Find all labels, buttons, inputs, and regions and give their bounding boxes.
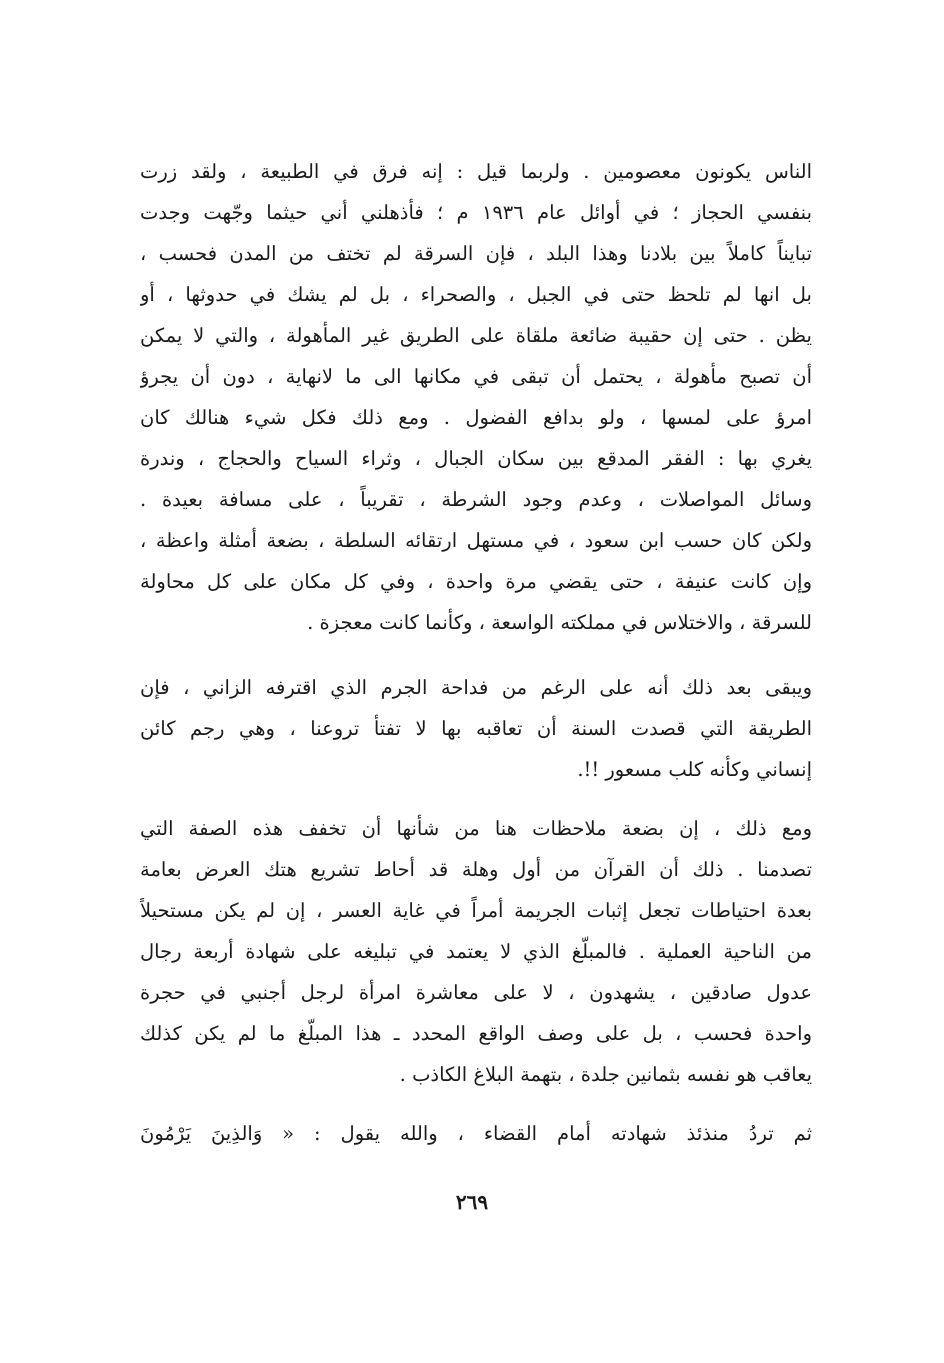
page-number: ٢٦٩: [455, 1190, 489, 1214]
text-line: يغري بها : الفقر المدقع بين سكان الجبال ، وثراء السياح والحجاج ، وندرة: [140, 447, 812, 470]
text-line: يظن . حتى إن حقيبة ضائعة ملقاة على الطريق غير المأهولة ، والتي لا يمكن: [140, 324, 812, 347]
text-line: عدول صادقين ، يشهدون ، لا على معاشرة امرأة لرجل أجنبي في حجرة: [140, 981, 812, 1004]
paragraph: [140, 151, 812, 643]
text-line: إنساني وكأنه كلب مسعور !!.: [577, 758, 812, 781]
text-line: تصدمنا . ذلك أن القرآن من أول وهلة قد أحاط تشريع هتك العرض بعامة: [140, 858, 812, 881]
paragraph: [140, 808, 812, 1095]
text-line: أن تصبح مأهولة ، يحتمل أن تبقى في مكانها الى ما لانهاية ، دون أن يجرؤ: [140, 365, 812, 388]
text-line: بعدة احتياطات تجعل إثبات الجريمة أمراً في غاية العسر ، إن لم يكن مستحيلاً: [140, 899, 812, 922]
text-line: الطريقة التي قصدت السنة أن تعاقبه بها لا تفتأ تروعنا ، وهي رجم كائن: [140, 717, 812, 740]
text-line: من الناحية العملية . فالمبلّغ الذي لا يعتمد في تبليغه على شهادة أربعة رجال: [140, 940, 812, 963]
text-line: ويبقى بعد ذلك أنه على الرغم من فداحة الجرم الذي اقترفه الزاني ، فإن: [140, 676, 812, 699]
text-line: بنفسي الحجاز ؛ في أوائل عام ١٩٣٦ م ؛ فأذهلني أني حيثما وجّهت وجدت: [140, 201, 812, 224]
paragraph: [140, 667, 812, 790]
text-line: تبايناً كاملاً بين بلادنا وهذا البلد ، فإن السرقة لم تختف من المدن فحسب ،: [140, 242, 812, 265]
text-line: بل انها لم تلحظ حتى في الجبل ، والصحراء ، بل لم يشك في حدوثها ، أو: [140, 283, 812, 306]
text-line: وإن كانت عنيفة ، حتى يقضي مرة واحدة ، وفي كل مكان على كل محاولة: [140, 570, 812, 593]
text-line: وسائل المواصلات ، وعدم وجود الشرطة ، تقريباً ، على مسافة بعيدة .: [140, 488, 812, 511]
text-line: يعاقب هو نفسه بثمانين جلدة ، بتهمة البلاغ الكاذب .: [399, 1063, 812, 1086]
text-line: واحدة فحسب ، بل على وصف الواقع المحدد ـ هذا المبلّغ ما لم يكن كذلك: [140, 1022, 812, 1045]
text-line: ولكن كان حسب ابن سعود ، في مستهل ارتقائه السلطة ، بضعة أمثلة واعظة ،: [140, 529, 812, 552]
text-line: للسرقة ، والاختلاس في مملكته الواسعة ، وكأنما كانت معجزة .: [307, 611, 812, 634]
text-line: الناس يكونون معصومين . ولربما قيل : إنه فرق في الطبيعة ، ولقد زرت: [140, 160, 812, 183]
text-line: ثم تردُ منذئذ شهادته أمام القضاء ، والله يقول : « وَالذِينَ يَرْمُونَ: [140, 1122, 812, 1145]
paragraph: [140, 1113, 812, 1154]
text-line: امرؤ على لمسها ، ولو بدافع الفضول . ومع ذلك فكل شيء هنالك كان: [140, 406, 812, 429]
text-line: ومع ذلك ، إن بضعة ملاحظات هنا من شأنها أن تخفف هذه الصفة التي: [140, 817, 812, 840]
